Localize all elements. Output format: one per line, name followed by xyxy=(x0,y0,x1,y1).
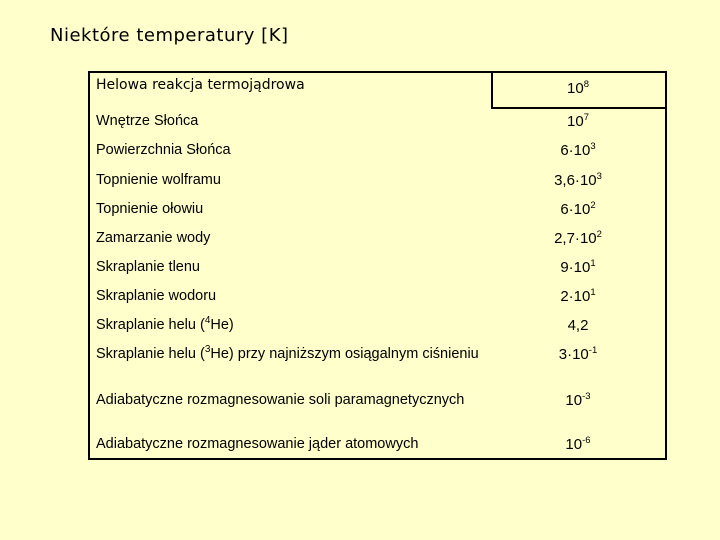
value-base: 10 xyxy=(565,436,583,453)
value-base: 10 xyxy=(567,113,584,130)
row-value xyxy=(491,346,665,388)
row-label: Skraplanie helu ($^3$He) przy najniższym osiągalnym ciśnieniu xyxy=(96,344,479,362)
table-row xyxy=(90,230,665,256)
row-value xyxy=(491,317,665,343)
row-label: Zamarzanie wody xyxy=(96,230,211,246)
table-row xyxy=(90,392,665,434)
page-title: Niektóre temperatury [K] xyxy=(50,25,289,46)
row-value xyxy=(491,113,665,139)
value-exponent: 7 xyxy=(583,112,589,123)
table-row xyxy=(90,142,665,168)
row-value xyxy=(491,172,665,198)
row-value xyxy=(491,392,665,434)
value-mantissa: 6· xyxy=(560,142,574,159)
row-label: Helowa reakcja termojądrowa xyxy=(96,77,305,93)
value-mantissa: 3· xyxy=(558,346,573,363)
row-value xyxy=(491,201,665,227)
row-label: Skraplanie wodoru xyxy=(96,288,217,304)
header-rule xyxy=(491,107,665,109)
row-label: Skraplanie helu ($^4$He) xyxy=(96,315,234,333)
table-row xyxy=(90,317,665,343)
value-base: 10 xyxy=(573,142,591,159)
row-label: Skraplanie tlenu xyxy=(96,259,200,275)
table-row xyxy=(90,436,665,456)
value-base: 10 xyxy=(567,80,584,97)
row-value xyxy=(491,436,665,456)
row-label: Topnienie wolframu xyxy=(96,172,221,188)
value-exponent: 3 xyxy=(596,171,602,182)
value-exponent: -3 xyxy=(582,391,591,402)
value-exponent: 2 xyxy=(596,229,602,240)
table-row xyxy=(90,288,665,314)
row-label: Wnętrze Słońca xyxy=(96,113,199,129)
row-label: Adiabatyczne rozmagnesowanie jąder atomowych xyxy=(96,436,419,452)
row-label: Adiabatyczne rozmagnesowanie soli paramagnetycznych xyxy=(96,392,465,408)
row-value xyxy=(491,80,665,107)
value-exponent: -1 xyxy=(588,345,598,356)
value-base: 10 xyxy=(573,201,591,218)
table-row xyxy=(90,346,665,388)
row-label: Powierzchnia Słońca xyxy=(96,142,231,158)
table-row xyxy=(90,113,665,139)
value-mantissa: 6· xyxy=(560,201,574,218)
value-base: 10 xyxy=(579,172,597,189)
value-exponent: 2 xyxy=(590,200,596,211)
table-row xyxy=(90,172,665,198)
table-row xyxy=(90,259,665,285)
value-mantissa: 3,6· xyxy=(554,172,580,189)
table-row xyxy=(90,77,665,107)
value-mantissa: 9· xyxy=(560,259,574,276)
value-mantissa: 2· xyxy=(560,288,574,305)
value-base: 10 xyxy=(573,259,591,276)
temperature-table xyxy=(88,71,667,460)
row-value xyxy=(491,259,665,285)
value-exponent: 1 xyxy=(590,258,596,269)
value-base: 10 xyxy=(565,392,583,409)
value-exponent: 1 xyxy=(590,287,596,298)
value-exponent: 8 xyxy=(583,79,589,90)
row-label: Topnienie ołowiu xyxy=(96,201,204,217)
value-mantissa: 2,7· xyxy=(554,230,580,247)
value-exponent: -6 xyxy=(582,435,591,446)
value-base: 10 xyxy=(573,288,591,305)
row-value xyxy=(491,142,665,168)
table-row xyxy=(90,201,665,227)
value-mantissa: 4,2 xyxy=(567,317,589,334)
row-value xyxy=(491,288,665,314)
value-exponent: 3 xyxy=(590,141,596,152)
row-value xyxy=(491,230,665,256)
value-base: 10 xyxy=(572,346,589,363)
value-base: 10 xyxy=(579,230,597,247)
